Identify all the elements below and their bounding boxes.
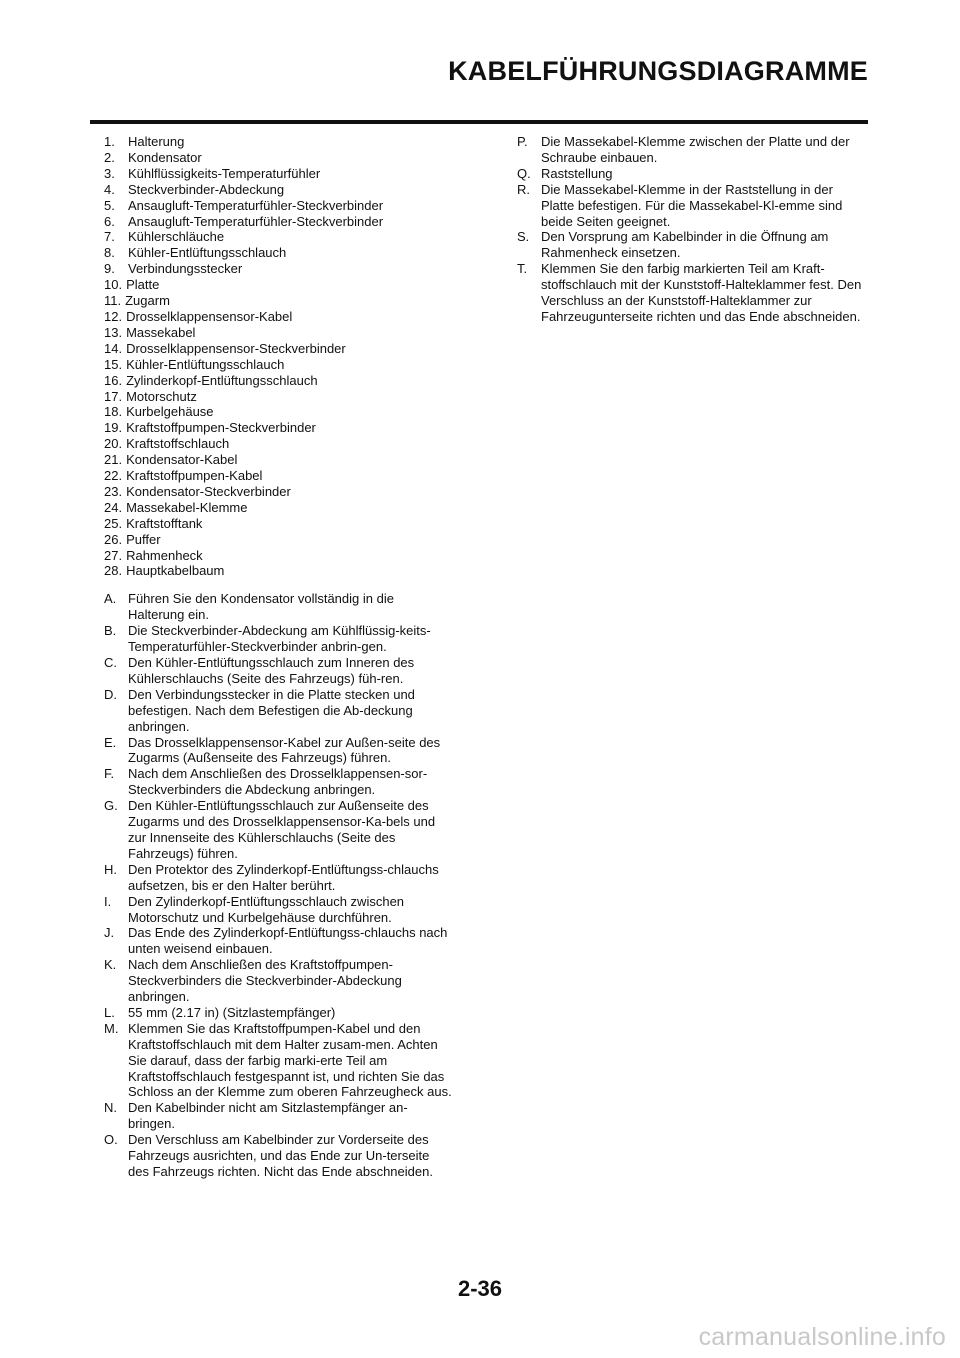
part-item <box>104 500 452 516</box>
instruction-item-text: Führen Sie den Kondensator vollständig in die Halterung ein. <box>128 591 394 623</box>
instruction-item-marker: F. <box>104 766 115 782</box>
instruction-item-marker: T. <box>517 261 528 277</box>
part-item-text: Kurbelgehäuse <box>126 404 214 420</box>
part-item-marker: 24. <box>104 499 123 515</box>
part-item <box>104 309 452 325</box>
part-item-text: Halterung <box>128 134 185 149</box>
part-item-marker: 17. <box>104 388 123 404</box>
part-item-text: Motorschutz <box>126 388 197 404</box>
instruction-item <box>104 1021 452 1101</box>
instruction-item-text: Die Massekabel-Klemme in der Raststellung in der Platte befestigen. Für die Massekabel-Kl-emme sind beide Seiten geeignet. <box>541 181 843 229</box>
instruction-item <box>104 1132 452 1180</box>
part-item <box>104 389 452 405</box>
part-item-marker: 2. <box>104 149 115 165</box>
instruction-item-text: Das Drosselklappensensor-Kabel zur Außen-seite des Zugarms (Außenseite des Fahrzeugs) führen. <box>128 734 441 766</box>
instruction-item-text: Die Steckverbinder-Abdeckung am Kühlflüssig-keits-Temperaturfühler-Steckverbinder anbrin-gen. <box>128 623 431 655</box>
part-item <box>104 166 452 182</box>
instruction-item-marker: M. <box>104 1020 119 1036</box>
part-item-marker: 7. <box>104 229 115 245</box>
instruction-item-text: Den Kabelbinder nicht am Sitzlastempfänger an-bringen. <box>128 1100 408 1132</box>
part-item-marker: 21. <box>104 452 123 468</box>
instruction-item-marker: A. <box>104 591 117 607</box>
part-item-text: Kühlflüssigkeits-Temperaturfühler <box>128 165 321 181</box>
part-item-text: Kraftstofftank <box>126 515 203 531</box>
instructions-list-right <box>517 134 867 325</box>
instruction-item-text: 55 mm (2.17 in) (Sitzlastempfänger) <box>128 1004 336 1020</box>
instruction-item-text: Den Protektor des Zylinderkopf-Entlüftungss-chlauchs aufsetzen, bis er den Halter berührt. <box>128 861 439 893</box>
page-title: KABELFÜHRUNGSDIAGRAMME <box>448 56 868 86</box>
instruction-item-text: Nach dem Anschließen des Kraftstoffpumpen-Steckverbinders die Steckverbinder-Abdeckung anbringen. <box>128 957 402 1005</box>
instruction-item <box>104 798 452 862</box>
part-item-marker: 14. <box>104 340 123 356</box>
instruction-item-text: Den Kühler-Entlüftungsschlauch zum Inneren des Kühlerschlauchs (Seite des Fahrzeugs) füh-ren. <box>128 655 415 686</box>
instruction-item <box>104 591 452 623</box>
instruction-item <box>517 166 867 182</box>
part-item-text: Kraftstoffpumpen-Kabel <box>126 468 263 484</box>
instruction-item <box>104 735 452 767</box>
part-item-marker: 19. <box>104 420 123 436</box>
instruction-item-text: Das Ende des Zylinderkopf-Entlüftungss-chlauchs nach unten weisend einbauen. <box>128 925 448 957</box>
part-item-marker: 9. <box>104 261 115 277</box>
part-item <box>104 404 452 420</box>
instruction-item <box>104 1100 452 1132</box>
instruction-item <box>104 862 452 894</box>
part-item-marker: 22. <box>104 468 123 484</box>
instruction-item-marker: J. <box>104 925 115 941</box>
part-item <box>104 373 452 389</box>
instructions-list-left <box>104 591 452 1180</box>
instruction-item-text: Klemmen Sie den farbig markierten Teil am Kraft-stoffschlauch mit der Kunststoff-Halteklammer fest. Den Verschluss an der Kunststoff-Halteklammer zur Fahrzeugunterseite richten und das Ende abschneiden. <box>541 261 862 324</box>
instruction-item-marker: K. <box>104 957 117 973</box>
title-divider <box>90 120 868 124</box>
instruction-item-text: Den Verbindungsstecker in die Platte stecken und befestigen. Nach dem Befestigen die Ab-deckung anbringen. <box>128 686 415 734</box>
part-item-marker: 4. <box>104 181 115 197</box>
part-item-marker: 15. <box>104 356 123 372</box>
instruction-item <box>104 766 452 798</box>
list-spacer <box>104 579 452 591</box>
instruction-item-marker: R. <box>517 181 530 197</box>
part-item-text: Kühler-Entlüftungsschlauch <box>128 245 287 261</box>
part-item-text: Zylinderkopf-Entlüftungsschlauch <box>126 372 318 388</box>
part-item-text: Kühler-Entlüftungsschlauch <box>126 356 285 372</box>
part-item <box>104 468 452 484</box>
part-item-marker: 6. <box>104 213 115 229</box>
instruction-item-text: Raststellung <box>541 165 613 181</box>
part-item-text: Zugarm <box>125 293 170 309</box>
part-item-text: Verbindungsstecker <box>128 261 243 277</box>
part-item-marker: 27. <box>104 547 123 563</box>
part-item-text: Rahmenheck <box>126 547 203 563</box>
right-column <box>517 134 867 325</box>
part-item-marker: 26. <box>104 531 123 547</box>
instruction-item <box>104 623 452 655</box>
part-item-text: Kraftstoffschlauch <box>126 436 230 452</box>
part-item-marker: 1. <box>104 134 115 149</box>
part-item-text: Hauptkabelbaum <box>126 563 225 579</box>
part-item-text: Kühlerschläuche <box>128 229 225 245</box>
instruction-item <box>104 925 452 957</box>
part-item-text: Kondensator-Kabel <box>126 452 238 468</box>
instruction-item <box>517 134 867 166</box>
part-item-marker: 28. <box>104 563 123 579</box>
instruction-item-text: Die Massekabel-Klemme zwischen der Platte und der Schraube einbauen. <box>541 134 850 165</box>
part-item-marker: 11. <box>104 293 122 309</box>
part-item <box>104 198 452 214</box>
instruction-item-marker: O. <box>104 1132 118 1148</box>
part-item <box>104 134 452 150</box>
watermark: carmanualsonline.info <box>698 1323 946 1351</box>
part-item-marker: 8. <box>104 245 115 261</box>
part-item-marker: 16. <box>104 372 123 388</box>
part-item-text: Puffer <box>126 531 161 547</box>
instruction-item-marker: L. <box>104 1004 115 1020</box>
instruction-item-text: Den Zylinderkopf-Entlüftungsschlauch zwischen Motorschutz und Kurbelgehäuse durchführen. <box>128 893 405 925</box>
instruction-item <box>104 894 452 926</box>
part-item-marker: 23. <box>104 483 123 499</box>
instruction-item <box>517 229 867 261</box>
instruction-item-marker: I. <box>104 893 112 909</box>
instruction-item <box>104 655 452 687</box>
instruction-item <box>517 261 867 325</box>
part-item-marker: 5. <box>104 197 115 213</box>
part-item <box>104 293 452 309</box>
instruction-item-text: Nach dem Anschließen des Drosselklappensen-sor-Steckverbinders die Abdeckung anbringen. <box>128 766 428 798</box>
part-item-marker: 20. <box>104 436 123 452</box>
part-item <box>104 182 452 198</box>
instruction-item <box>104 957 452 1005</box>
part-item <box>104 484 452 500</box>
instruction-item <box>104 1005 452 1021</box>
instruction-item-marker: G. <box>104 798 118 814</box>
part-item <box>104 341 452 357</box>
part-item-marker: 12. <box>104 308 123 324</box>
part-item <box>104 436 452 452</box>
instruction-item-marker: P. <box>517 134 528 149</box>
part-item-text: Platte <box>126 277 160 293</box>
instruction-item-marker: Q. <box>517 165 531 181</box>
instruction-item-marker: C. <box>104 655 117 670</box>
part-item-marker: 3. <box>104 165 115 181</box>
part-item <box>104 420 452 436</box>
part-item <box>104 452 452 468</box>
part-item-text: Ansaugluft-Temperaturfühler-Steckverbinder <box>128 197 384 213</box>
part-item <box>104 532 452 548</box>
part-item-marker: 18. <box>104 404 123 420</box>
part-item-text: Drosselklappensensor-Kabel <box>126 308 293 324</box>
instruction-item-marker: B. <box>104 623 117 639</box>
instruction-item-marker: S. <box>517 229 530 245</box>
part-item-text: Drosselklappensensor-Steckverbinder <box>126 340 346 356</box>
part-item <box>104 245 452 261</box>
part-item-text: Steckverbinder-Abdeckung <box>128 181 285 197</box>
part-item-text: Massekabel <box>126 324 196 340</box>
part-item <box>104 214 452 230</box>
part-item <box>104 516 452 532</box>
part-item-marker: 13. <box>104 324 123 340</box>
part-item <box>104 229 452 245</box>
part-item-text: Kraftstoffpumpen-Steckverbinder <box>126 420 316 436</box>
instruction-item-text: Klemmen Sie das Kraftstoffpumpen-Kabel und den Kraftstoffschlauch mit dem Halter zusam-men. Achten Sie darauf, dass der farbig marki-erte Teil am Kraftstoffschlauch festgespannt ist, und richten Sie das Schloss an der Klemme zum oberen Fahrzeugheck aus. <box>128 1020 452 1100</box>
instruction-item-text: Den Vorsprung am Kabelbinder in die Öffnung am Rahmenheck einsetzen. <box>541 229 829 261</box>
part-item <box>104 325 452 341</box>
instruction-item-text: Den Verschluss am Kabelbinder zur Vorderseite des Fahrzeugs ausrichten, und das Ende zur Un-terseite des Fahrzeugs richten. Nicht das Ende abschneiden. <box>128 1132 433 1179</box>
instruction-item-marker: N. <box>104 1100 117 1116</box>
instruction-item <box>104 687 452 735</box>
part-item-text: Ansaugluft-Temperaturfühler-Steckverbinder <box>128 213 384 229</box>
instruction-item-marker: E. <box>104 734 117 750</box>
part-item-marker: 10. <box>104 277 123 293</box>
part-item <box>104 277 452 293</box>
instruction-item-marker: D. <box>104 686 117 702</box>
part-item <box>104 357 452 373</box>
left-column <box>104 134 452 1180</box>
part-item-text: Kondensator <box>128 149 202 165</box>
instruction-item-text: Den Kühler-Entlüftungsschlauch zur Außenseite des Zugarms und des Drosselklappensensor-Ka-bels und zur Innenseite des Kühlerschlauchs (Seite des Fahrzeugs) führen. <box>128 798 436 861</box>
part-item-marker: 25. <box>104 515 123 531</box>
part-item <box>104 150 452 166</box>
instruction-item-marker: H. <box>104 861 117 877</box>
parts-list <box>104 134 452 579</box>
part-item <box>104 563 452 579</box>
part-item <box>104 261 452 277</box>
part-item-text: Massekabel-Klemme <box>126 499 248 515</box>
instruction-item <box>517 182 867 230</box>
part-item-text: Kondensator-Steckverbinder <box>126 483 291 499</box>
page-number: 2-36 <box>457 1276 503 1301</box>
part-item <box>104 548 452 564</box>
